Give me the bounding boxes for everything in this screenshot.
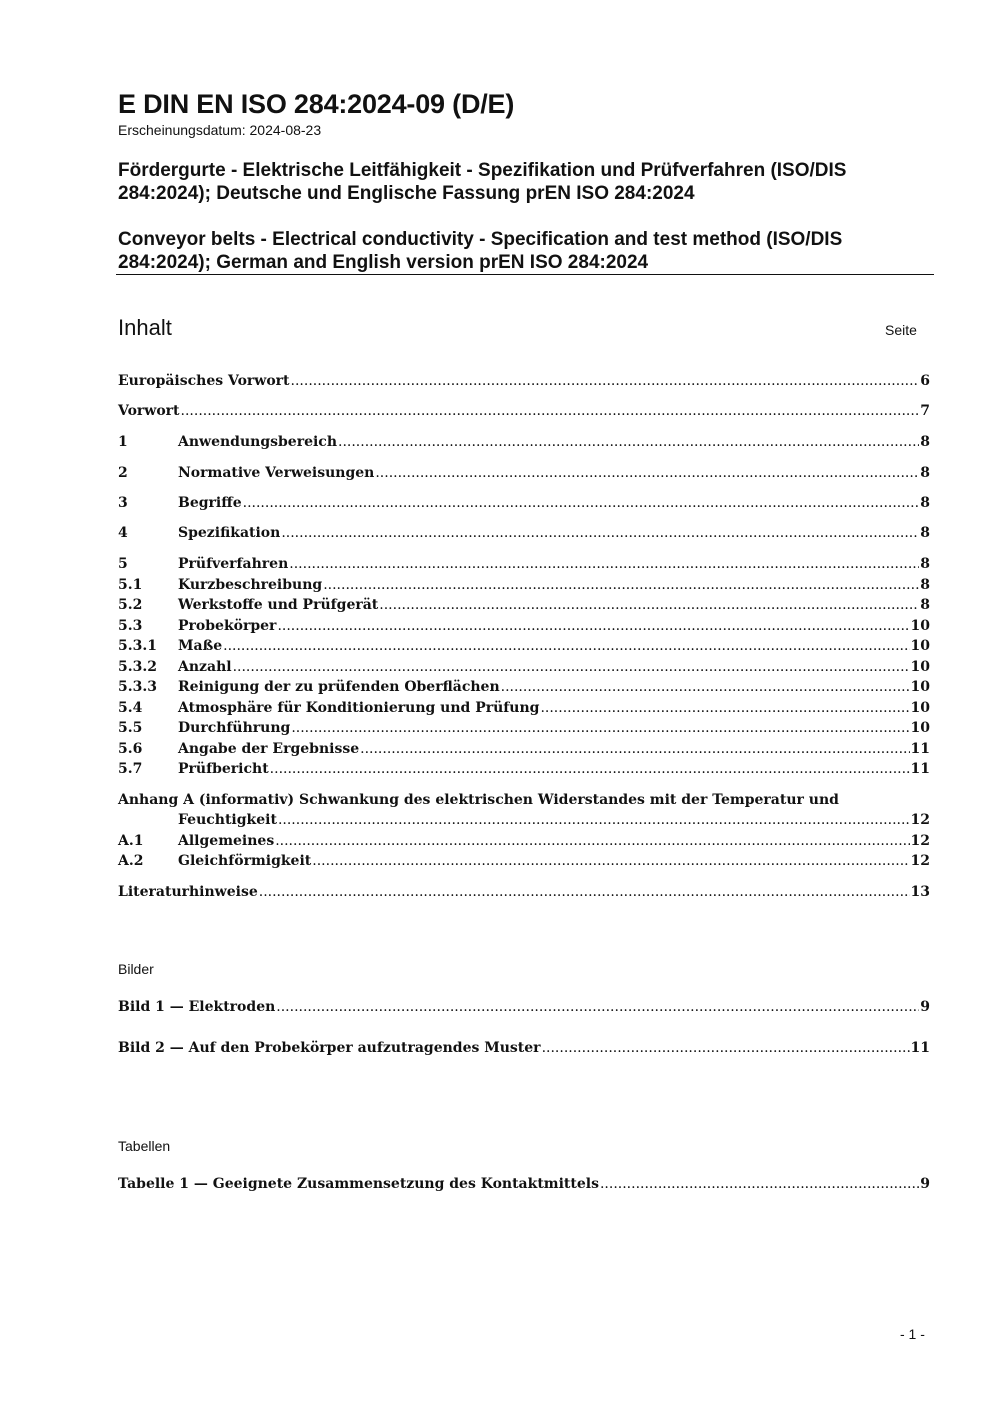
toc-entry-number: 5.3.2 xyxy=(118,659,157,675)
toc-leader-dots xyxy=(259,882,910,902)
page-number: - 1 - xyxy=(900,1326,925,1342)
toc-entry-label: Prüfbericht xyxy=(178,761,269,777)
table-entry[interactable] xyxy=(118,1174,930,1194)
toc-entry-label: Vorwort xyxy=(118,403,180,419)
tables-heading: Tabellen xyxy=(118,1138,171,1154)
toc-entry-page: 11 xyxy=(910,741,930,757)
toc-leader-dots xyxy=(276,997,919,1017)
toc-entry[interactable] xyxy=(118,575,930,595)
toc-entry[interactable] xyxy=(118,616,930,636)
toc-entry[interactable] xyxy=(118,523,930,543)
toc-entry-number: 5 xyxy=(118,556,128,572)
toc-entry-label: Literaturhinweise xyxy=(118,884,258,900)
toc-entry-label: Atmosphäre für Konditionierung und Prüfung xyxy=(178,700,540,716)
toc-leader-dots xyxy=(275,831,909,851)
toc-entry-page: 7 xyxy=(920,403,930,419)
toc-entry-page: 12 xyxy=(910,833,930,849)
toc-entry-number: 2 xyxy=(118,465,128,481)
toc-entry-number: 3 xyxy=(118,495,128,511)
toc-entry-label: Probekörper xyxy=(178,618,277,634)
toc-entry-number: 5.4 xyxy=(118,700,143,716)
toc-entry-number: 5.2 xyxy=(118,597,143,613)
toc-entry-label: Europäisches Vorwort xyxy=(118,373,290,389)
toc-leader-dots xyxy=(338,432,919,452)
toc-entry[interactable] xyxy=(118,677,930,697)
toc-entry[interactable] xyxy=(118,851,930,871)
toc-leader-dots xyxy=(360,739,909,759)
toc-entry[interactable] xyxy=(118,698,930,718)
toc-entry[interactable] xyxy=(118,831,930,851)
title-german: Fördergurte - Elektrische Leitfähigkeit - Spezifikation und Prüfverfahren (ISO/DIS 284:2024); Deutsche und Englische Fassung prEN ISO 284:2024 xyxy=(118,160,847,204)
toc-entry-label: Anzahl xyxy=(178,659,232,675)
toc-leader-dots xyxy=(181,401,920,421)
toc-leader-dots xyxy=(542,1038,910,1058)
toc-entry-page: 8 xyxy=(920,525,930,541)
table-entry-page: 9 xyxy=(920,1176,930,1192)
toc-entry-label: Kurzbeschreibung xyxy=(178,577,323,593)
document-id: E DIN EN ISO 284:2024-09 (D/E) xyxy=(118,89,515,119)
toc-page-column-label: Seite xyxy=(885,322,917,338)
figure-entry[interactable] xyxy=(118,1038,930,1058)
toc-entry-page: 8 xyxy=(920,465,930,481)
toc-leader-dots xyxy=(278,810,910,830)
toc-entry-label: Anwendungsbereich xyxy=(178,434,337,450)
title-english: Conveyor belts - Electrical conductivity - Specification and test method (ISO/DIS 284:2024); German and English version prEN ISO 284:2024 xyxy=(118,229,843,273)
toc-leader-dots xyxy=(375,463,919,483)
toc-entry-page: 8 xyxy=(920,597,930,613)
toc-entry-label: Normative Verweisungen xyxy=(178,465,375,481)
figure-entry-page: 11 xyxy=(910,1040,930,1056)
toc-entry-number: 1 xyxy=(118,434,128,450)
toc-entry-number: A.2 xyxy=(118,853,144,869)
toc-entry[interactable] xyxy=(118,718,930,738)
list-of-tables xyxy=(118,1174,930,1194)
toc-entry-number: 5.5 xyxy=(118,720,143,736)
toc-entry-page: 10 xyxy=(910,700,930,716)
toc-leader-dots xyxy=(291,718,909,738)
toc-entry-label-continued: Feuchtigkeit xyxy=(178,812,277,828)
toc-entry-page: 10 xyxy=(910,618,930,634)
toc-entry-page: 12 xyxy=(910,812,930,828)
toc-entry-number: 5.7 xyxy=(118,761,143,777)
toc-entry-label: Angabe der Ergebnisse xyxy=(178,741,360,757)
toc-entry-label: Reinigung der zu prüfenden Oberflächen xyxy=(178,679,500,695)
toc-entry-page: 8 xyxy=(920,556,930,572)
toc-entry[interactable] xyxy=(118,554,930,574)
toc-entry-number: 5.6 xyxy=(118,741,143,757)
toc-entry[interactable] xyxy=(118,882,930,902)
toc-entry-number: 4 xyxy=(118,525,128,541)
toc-entry-label: Anhang A (informativ) Schwankung des elektrischen Widerstandes mit der Temperatur und xyxy=(118,792,839,808)
publication-date: Erscheinungsdatum: 2024-08-23 xyxy=(118,122,322,138)
toc-leader-dots xyxy=(501,677,910,697)
toc-leader-dots xyxy=(243,493,920,513)
toc-leader-dots xyxy=(291,371,920,391)
header-divider xyxy=(116,274,934,275)
toc-entry-page: 10 xyxy=(910,638,930,654)
toc-entry-number: 5.3 xyxy=(118,618,143,634)
toc-entry-label: Allgemeines xyxy=(178,833,275,849)
figures-heading: Bilder xyxy=(118,961,154,977)
toc-entry[interactable] xyxy=(118,493,930,513)
figure-entry-page: 9 xyxy=(920,999,930,1015)
toc-entry-label: Begriffe xyxy=(178,495,242,511)
toc-leader-dots xyxy=(312,851,909,871)
toc-entry-page: 11 xyxy=(910,761,930,777)
toc-entry[interactable] xyxy=(118,432,930,452)
toc-entry-page: 6 xyxy=(920,373,930,389)
toc-leader-dots xyxy=(379,595,919,615)
toc-entry-number: A.1 xyxy=(118,833,144,849)
toc-entry[interactable] xyxy=(118,759,930,779)
toc-entry-page: 10 xyxy=(910,659,930,675)
toc-leader-dots xyxy=(277,616,909,636)
toc-entry-label: Prüfverfahren xyxy=(178,556,289,572)
toc-entry-page: 8 xyxy=(920,434,930,450)
toc-entry-label: Spezifikation xyxy=(178,525,281,541)
toc-heading: Inhalt xyxy=(118,315,172,340)
figure-entry-label: Bild 1 — Elektroden xyxy=(118,999,276,1015)
list-of-figures xyxy=(118,997,930,1059)
toc-entry[interactable] xyxy=(118,595,930,615)
table-of-contents xyxy=(118,371,930,911)
toc-entry-page: 13 xyxy=(910,884,930,900)
toc-entry-label: Maße xyxy=(178,638,223,654)
toc-leader-dots xyxy=(540,698,909,718)
toc-entry-page: 12 xyxy=(910,853,930,869)
toc-entry-page: 8 xyxy=(920,577,930,593)
toc-leader-dots xyxy=(270,759,910,779)
toc-entry[interactable] xyxy=(118,401,930,421)
toc-leader-dots xyxy=(323,575,919,595)
toc-entry-label: Gleichförmigkeit xyxy=(178,853,312,869)
toc-entry-number: 5.3.1 xyxy=(118,638,157,654)
table-entry-label: Tabelle 1 — Geeignete Zusammensetzung des Kontaktmittels xyxy=(118,1176,599,1192)
toc-entry[interactable] xyxy=(118,739,930,759)
toc-entry[interactable] xyxy=(118,657,930,677)
toc-entry-page: 10 xyxy=(910,720,930,736)
toc-entry[interactable] xyxy=(118,463,930,483)
toc-leader-dots xyxy=(233,657,910,677)
toc-entry-label: Werkstoffe und Prüfgerät xyxy=(178,597,379,613)
toc-leader-dots xyxy=(281,523,919,543)
toc-leader-dots xyxy=(289,554,919,574)
toc-entry-annex-a[interactable] xyxy=(118,790,930,830)
toc-entry-label: Durchführung xyxy=(178,720,291,736)
toc-leader-dots xyxy=(223,636,909,656)
toc-entry-page: 8 xyxy=(920,495,930,511)
toc-entry[interactable] xyxy=(118,636,930,656)
figure-entry-label: Bild 2 — Auf den Probekörper aufzutragendes Muster xyxy=(118,1040,541,1056)
figure-entry[interactable] xyxy=(118,997,930,1017)
toc-entry-number: 5.1 xyxy=(118,577,143,593)
toc-leader-dots xyxy=(600,1174,919,1194)
toc-entry-number: 5.3.3 xyxy=(118,679,157,695)
toc-entry-page: 10 xyxy=(910,679,930,695)
toc-entry[interactable] xyxy=(118,371,930,391)
